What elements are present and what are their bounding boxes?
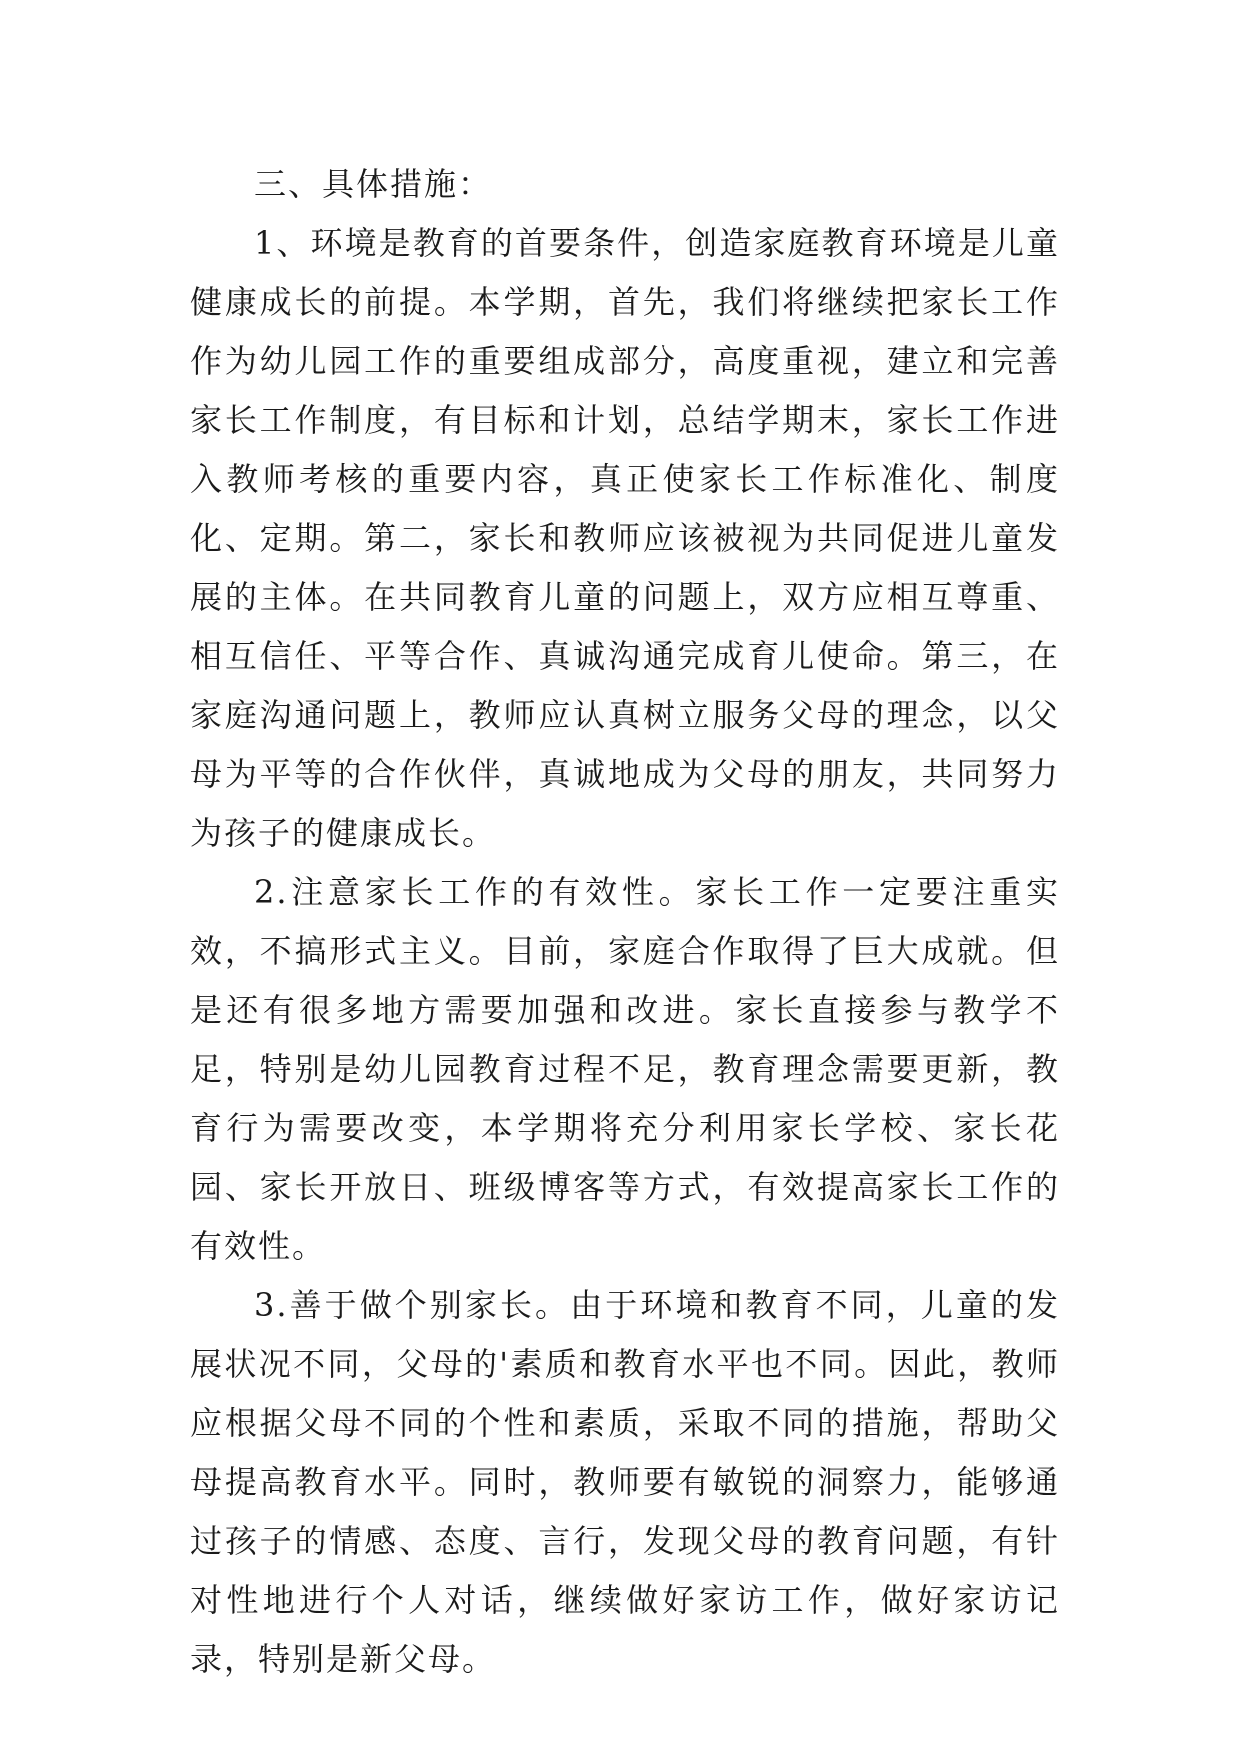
paragraph-3: 3.善于做个别家长。由于环境和教育不同，儿童的发展状况不同，父母的'素质和教育水平也不同。因此，教师应根据父母不同的个性和素质，采取不同的措施，帮助父母提高教育水平。同时，教师要有敏锐的洞察力，能够通过孩子的情感、态度、言行，发现父母的教育问题，有针对性地进行个人对话，继续做好家访工作，做好家访记录，特别是新父母。 xyxy=(190,1286,1060,1678)
paragraph-2: 2.注意家长工作的有效性。家长工作一定要注重实效，不搞形式主义。目前，家庭合作取得了巨大成就。但是还有很多地方需要加强和改进。家长直接参与教学不足，特别是幼儿园教育过程不足，教育理念需要更新，教育行为需要改变，本学期将充分利用家长学校、家长花园、家长开放日、班级博客等方式，有效提高家长工作的有效性。 xyxy=(190,873,1060,1265)
section-heading: 三、具体措施： xyxy=(254,165,493,203)
document-body xyxy=(190,155,1060,1689)
paragraph-1: 1、环境是教育的首要条件，创造家庭教育环境是儿童健康成长的前提。本学期，首先，我们将继续把家长工作作为幼儿园工作的重要组成部分，高度重视，建立和完善家长工作制度，有目标和计划，总结学期末，家长工作进入教师考核的重要内容，真正使家长工作标准化、制度化、定期。第二，家长和教师应该被视为共同促进儿童发展的主体。在共同教育儿童的问题上，双方应相互尊重、相互信任、平等合作、真诚沟通完成育儿使命。第三，在家庭沟通问题上，教师应认真树立服务父母的理念，以父母为平等的合作伙伴，真诚地成为父母的朋友，共同努力为孩子的健康成长。 xyxy=(190,224,1060,852)
